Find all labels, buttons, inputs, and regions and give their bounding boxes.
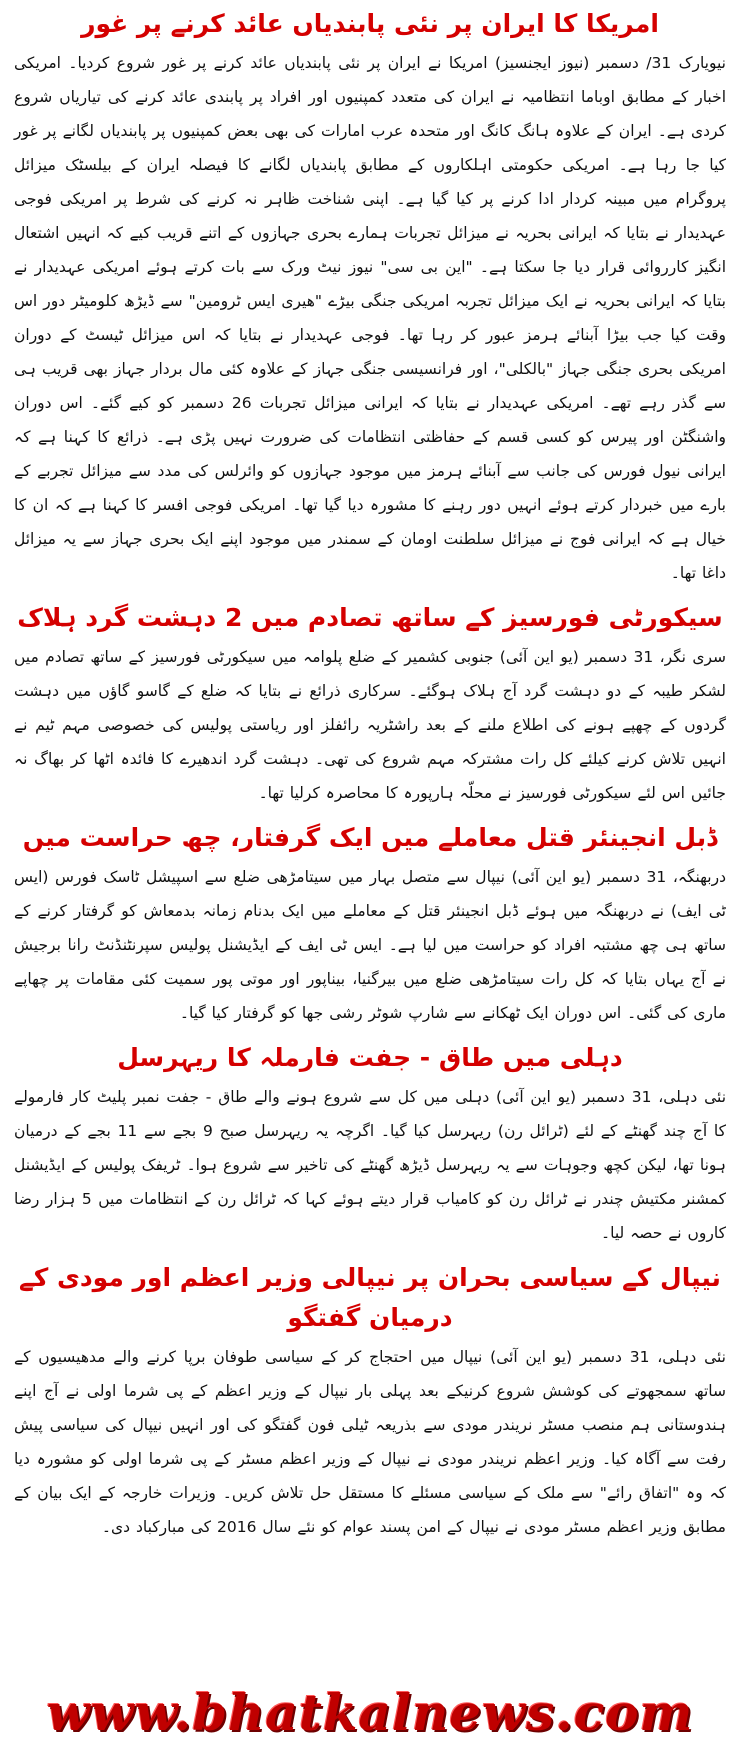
article-body: دربھنگہ، 31 دسمبر (یو این آئی) نیپال سے متصل بہار میں سیتامڑھی ضلع سے اسپیشل ٹاسک فورس (ایس ٹی ایف) نے دربھنگہ میں ہوئے ڈبل انجینئر قتل کے معاملے میں ایک بدنام زمانہ بدمعاش کو گرفتار کرنے کے ساتھ ہی چھ مشتبہ افراد کو حراست میں لیا ہے۔ ایس ٹی ایف کے ایڈیشنل پولیس سپرنٹنڈنٹ رانا برجیش نے آج یہاں بتایا کہ کل رات سیتامڑھی ضلع میں بیرگنیا، بیناپور اور موتی پور سمیت کئی مقامات پر چھاپے ماری کی گئی۔ اس دوران ایک ٹھکانے سے شارپ شوٹر رشی جھا کو گرفتار کیا گیا۔ (14, 868, 726, 1022)
site-logo-link[interactable]: www.bhatkalnews.com (46, 1683, 694, 1742)
article-body: نئی دہلی، 31 دسمبر (یو این آئی) نیپال میں احتجاج کر کے سیاسی طوفان برپا کرنے والے مدھیسیوں کے ساتھ سمجھوتے کی کوشش شروع کرنیکے بعد پہلی بار نیپال کے وزیر اعظم کے پی شرما اولی نے آج اپنے ہندوستانی ہم منصب مسٹر نریندر مودی سے بذریعہ ٹیلی فون گفتگو کی اور انہیں نیپال کی سیاسی پیش رفت سے آگاہ کیا۔ وزیر اعظم نریندر مودی نے نیپال کے وزیر اعظم مسٹر کے پی شرما اولی کو مشورہ دیا کہ وہ "اتفاق رائے" سے ملک کے سیاسی مسئلے کا مستقل حل تلاش کریں۔ وزیرات خارجہ کے ایک بیان کے مطابق وزیر اعظم مسٹر مودی نے نیپال کے امن پسند عوام کو نئے سال 2016 کی مبارکباد دی۔ (14, 1348, 726, 1536)
article-double-engineer-murder (14, 818, 726, 1030)
article-kashmir-encounter (14, 598, 726, 810)
article-iran-sanctions (14, 4, 726, 590)
article-body: نیویارک 31/ دسمبر (نیوز ایجنسیز) امریکا نے ایران پر نئی پابندیاں عائد کرنے پر غور شروع کردیا۔ امریکی اخبار کے مطابق اوباما انتظامیہ نے ایران کی متعدد کمپنیوں اور افراد پر پابندی عائد کرنے کی تیاریاں شروع کردی ہے۔ ایران کے علاوہ ہانگ کانگ اور متحدہ عرب امارات کی بھی بعض کمپنیوں پر پابندیاں لگانے پر غور کیا جا رہا ہے۔ امریکی حکومتی اہلکاروں کے مطابق پابندیاں لگانے کا فیصلہ ایران کے بیلسٹک میزائل پروگرام میں مبینہ کردار ادا کرنے پر کیا گیا ہے۔ اپنی شناخت ظاہر نہ کرنے کی شرط پر امریکی فوجی عہدیدار نے بتایا کہ ایرانی بحریہ نے میزائل تجربات ہمارے بحری جہازوں کے اتنے قریب کیے کہ انہیں اشتعال انگیز کارروائی قرار دیا جا سکتا ہے۔ "این بی سی" نیوز نیٹ ورک سے بات کرتے ہوئے امریکی عہدیدار نے بتایا کہ ایرانی بحریہ نے ایک میزائل تجربہ امریکی جنگی بیڑے "ھیری ایس ٹرومین" سے ڈیڑھ کلومیٹر دور اس وقت کیا جب بیڑا آبنائے ہرمز عبور کر رہا تھا۔ فوجی عہدیدار نے بتایا کہ اس میزائل ٹیسٹ کے دوران امریکی بحری جنگی جہاز "بالکلی"، اور فرانسیسی جنگی جہاز کے علاوہ کئی مال بردار جہاز بھی قریب ہی سے گذر رہے تھے۔ امریکی عہدیدار نے بتایا کہ ایرانی میزائل تجربات 26 دسمبر کو کیے گئے۔ اس دوران واشنگٹن اور پیرس کو کسی قسم کے حفاظتی انتظامات کی ضرورت نہیں پڑی ہے۔ ذرائع کا کہنا ہے کہ ایرانی نیول فورس کی جانب سے آبنائے ہرمز میں موجود جہازوں کو وائرلس کی مدد سے میزائل تجربے کے بارے میں خبردار کرتے ہوئے انہیں دور رہنے کا مشورہ دیا گیا تھا۔ امریکی فوجی افسر کا کہنا ہے کہ ان کا خیال ہے کہ ایرانی فوج نے میزائل سلطنت اومان کے سمندر میں موجود اپنے ایک بحری جہاز سے یہ میزائل داغا تھا۔ (14, 54, 726, 582)
article-headline: امریکا کا ایران پر نئی پابندیاں عائد کرنے پر غور (81, 9, 659, 38)
site-footer (0, 1683, 740, 1742)
article-headline: سیکورٹی فورسیز کے ساتھ تصادم میں 2 دہشت گرد ہلاک (17, 603, 723, 632)
article-headline: دہلی میں طاق - جفت فارملہ کا ریہرسل (117, 1043, 623, 1072)
article-delhi-odd-even (14, 1038, 726, 1250)
article-headline: نیپال کے سیاسی بحران پر نیپالی وزیر اعظم اور مودی کے درمیان گفتگو (19, 1263, 721, 1332)
article-nepal-modi-talks (14, 1258, 726, 1544)
article-body: سری نگر، 31 دسمبر (یو این آئی) جنوبی کشمیر کے ضلع پلوامہ میں سیکورٹی فورسیز کے ساتھ تصادم میں لشکر طیبہ کے دو دہشت گرد آج ہلاک ہوگئے۔ سرکاری ذرائع نے بتایا کہ ضلع کے گاسو گاؤں میں دہشت گردوں کے چھپے ہونے کی اطلاع ملنے کے بعد راشٹریہ رائفلز اور ریاستی پولیس کی خصوصی مہم ٹیم نے انہیں تلاش کرنے کیلئے کل رات مشترکہ مہم شروع کی تھی۔ دہشت گرد اندھیرے کا فائدہ اٹھا کر بھاگ نہ جائیں اس لئے سیکورٹی فورسیز نے محلّہ ہارپورہ کا محاصرہ کرلیا تھا۔ (14, 648, 726, 802)
article-headline: ڈبل انجینئر قتل معاملے میں ایک گرفتار، چھ حراست میں (22, 823, 718, 852)
article-body: نئی دہلی، 31 دسمبر (یو این آئی) دہلی میں کل سے شروع ہونے والے طاق - جفت نمبر پلیٹ کار فارمولے کا آج چند گھنٹے کے لئے (ٹرائل رن) ریہرسل کیا گیا۔ اگرچہ یہ ریہرسل صبح 9 بجے سے 11 بجے کے درمیان ہونا تھا، لیکن کچھ وجوہات سے یہ ریہرسل ڈیڑھ گھنٹے کی تاخیر سے شروع ہوا۔ ٹریفک پولیس کے ایڈیشنل کمشنر مکتیش چندر نے ٹرائل رن کو کامیاب قرار دیتے ہوئے کہا کہ ٹرائل رن کے انتظامات میں 5 ہزار رضا کاروں نے حصہ لیا۔ (14, 1088, 727, 1242)
